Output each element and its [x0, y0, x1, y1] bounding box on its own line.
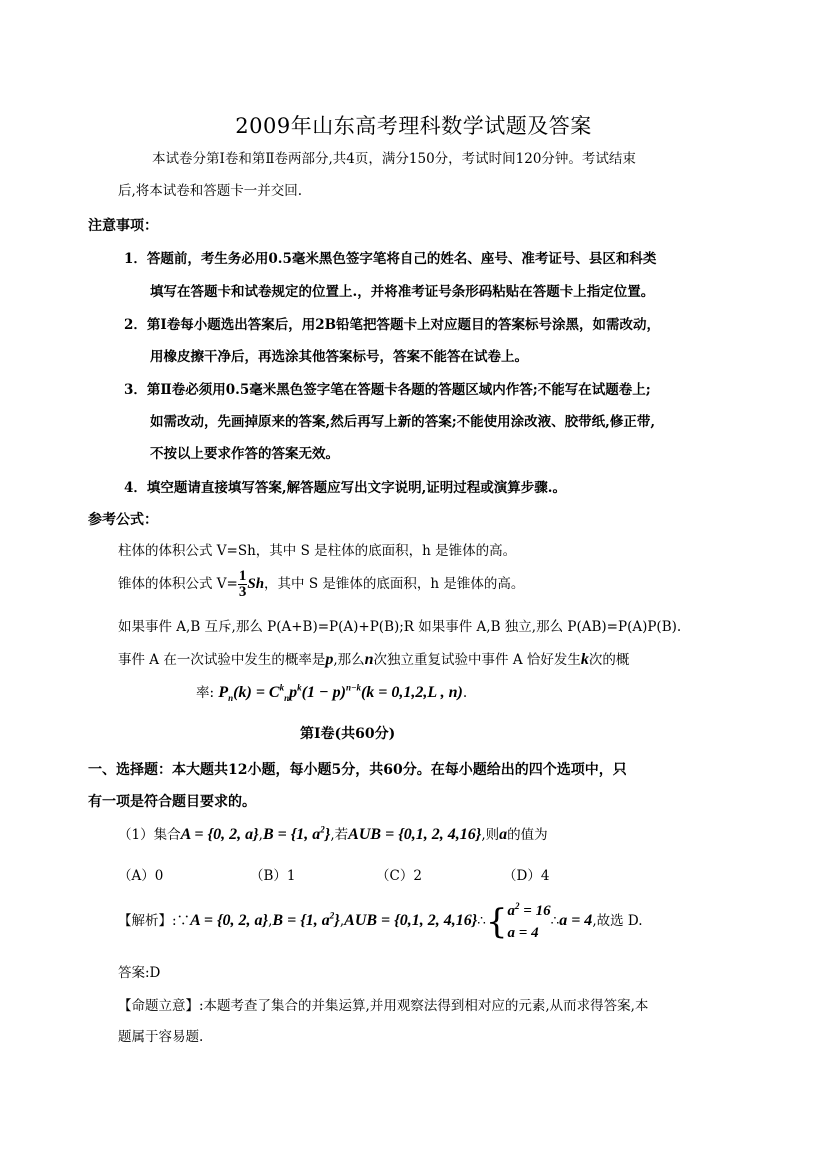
analysis-label: 【解析】 — [118, 913, 172, 929]
analysis-set-b-body: B = {1, a — [272, 912, 330, 929]
analysis-because: :∵ — [172, 913, 191, 929]
notes-heading: 注意事项： — [88, 218, 158, 234]
bern-text-b: ,那么 — [333, 652, 365, 668]
q1-stem — [118, 825, 548, 845]
q1-option-c: （C）2 — [376, 868, 422, 884]
cone-fraction — [238, 569, 248, 600]
q1-option-a: （A）0 — [118, 868, 164, 884]
section-line-2: 有一项是符合题目要求的。 — [88, 794, 256, 810]
q1-set-a: A = {0, 2, a} — [180, 826, 259, 843]
bern-n: n — [364, 651, 374, 668]
rate-sub-n-2: n — [284, 693, 290, 704]
rate-label: 率: — [196, 685, 215, 701]
bern-text-c: 次独立重复试验中事件 A 恰好发生 — [373, 652, 581, 668]
q1-a: a — [499, 826, 508, 843]
formulas-heading: 参考公式： — [88, 512, 158, 528]
q1-set-b-sup: 2 — [320, 824, 325, 835]
cone-suffix: ，其中 S 是锥体的底面积，h 是锥体的高。 — [264, 576, 525, 592]
q1-intent-line-1: 【命题立意】:本题考查了集合的并集运算,并用观察法得到相对应的元素,从而求得答案,本 — [118, 998, 649, 1014]
cone-fraction-num: 1 — [238, 568, 247, 584]
q1-intent-line-2: 题属于容易题. — [118, 1029, 204, 1045]
rate-sup-nk: n−k — [345, 682, 361, 693]
q1-union: AUB = {0,1, 2, 4,16} — [348, 826, 482, 843]
analysis-therefore-2: ∴ — [550, 913, 560, 929]
formula-bernoulli — [118, 650, 629, 670]
q1-option-b: （B）1 — [250, 868, 296, 884]
note-4-line-1: 4．填空题请直接填写答案,解答题应写出文字说明,证明过程或演算步骤.。 — [124, 480, 566, 496]
analysis-union: AUB = {0,1, 2, 4,16} — [344, 912, 478, 929]
sys1-end: = 16 — [519, 902, 551, 919]
system-row-1 — [508, 900, 551, 922]
analysis-comma-1: , — [268, 913, 273, 929]
q1-prefix: （1）集合 — [118, 827, 181, 843]
part1-heading: 第Ⅰ卷(共60分) — [300, 726, 396, 742]
q1-set-b — [263, 826, 330, 843]
rate-ck: (k) = C — [233, 684, 280, 701]
q1-set-b-body: B = {1, a — [262, 826, 321, 843]
analysis-set-a: A = {0, 2, a} — [190, 912, 269, 929]
page-title: 2009年山东高考理科数学试题及答案 — [235, 114, 592, 138]
note-1-line-1: 1．答题前，考生务必用0.5毫米黑色签字笔将自己的姓名、座号、准考证号、县区和科类 — [124, 251, 657, 267]
sys1-sup: 2 — [515, 900, 520, 911]
q1-mid: ,若 — [330, 827, 349, 843]
formula-cone — [118, 567, 524, 601]
cone-fraction-den: 3 — [238, 584, 247, 600]
q1-option-d: （D）4 — [503, 868, 550, 884]
note-2-line-2: 用橡皮擦干净后，再选涂其他答案标号，答案不能答在试卷上。 — [150, 349, 528, 365]
note-2-line-1: 2．第Ⅰ卷每小题选出答案后，用2B铅笔把答题卡上对应题目的答案标号涂黑，如需改动， — [124, 317, 661, 333]
rate-range: (k = 0,1,2,L , n) — [360, 684, 463, 701]
bern-text-d: 次的概 — [588, 652, 630, 668]
note-3-line-1: 3．第Ⅱ卷必须用0.5毫米黑色签字笔在答题卡各题的答题区域内作答;不能写在试题卷上; — [124, 382, 651, 398]
rate-1mp: (1 − p) — [301, 684, 346, 701]
q1-comma: , — [258, 827, 263, 843]
note-3-line-2: 如需改动，先画掉原来的答案,然后再写上新的答案;不能使用涂改液、胶带纸,修正带, — [150, 414, 656, 430]
cone-var: Sh — [247, 576, 265, 592]
rate-sub-n: n — [228, 693, 234, 704]
section-line-1: 一、选择题：本大题共12小题，每小题5分，共60分。在每小题给出的四个选项中，只 — [88, 762, 627, 778]
sys1-var: a — [507, 902, 516, 919]
intro-line-1: 本试卷分第Ⅰ卷和第Ⅱ卷两部分,共4页，满分150分，考试时间120分钟。考试结束 — [152, 151, 636, 167]
note-1-line-2: 填写在答题卡和试卷规定的位置上.，并将准考证号条形码粘贴在答题卡上指定位置。 — [150, 284, 655, 300]
analysis-therefore-1: ∴ — [477, 913, 486, 929]
rate-pk: p — [289, 684, 298, 701]
formula-events: 如果事件 A,B 互斥,那么 P(A+B)=P(A)+P(B);R 如果事件 A,B 独立,那么 P(AB)=P(A)P(B). — [118, 619, 682, 635]
analysis-result: a = 4 — [559, 912, 593, 929]
q1-answer: 答案:D — [118, 965, 161, 981]
note-3-line-3: 不按以上要求作答的答案无效。 — [150, 446, 339, 462]
intro-line-2: 后,将本试卷和答题卡一并交回. — [118, 183, 303, 199]
rate-p: P — [218, 684, 229, 701]
q1-suffix: ,则 — [481, 827, 500, 843]
bern-k: k — [580, 651, 589, 668]
cone-prefix: 锥体的体积公式 V= — [118, 576, 238, 592]
bern-text-a: 事件 A 在一次试验中发生的概率是 — [118, 652, 326, 668]
system-row-2: a = 4 — [507, 924, 539, 941]
analysis-set-b — [272, 912, 339, 929]
q1-analysis — [118, 899, 643, 944]
bern-p: p — [325, 651, 334, 668]
rate-sup-k-1: k — [279, 682, 285, 693]
analysis-set-b-sup: 2 — [329, 910, 335, 921]
formula-rate — [196, 683, 467, 703]
analysis-end: ,故选 D. — [592, 913, 643, 929]
analysis-set-b-end: } — [334, 912, 340, 929]
formula-prism: 柱体的体积公式 V=Sh，其中 S 是柱体的底面积，h 是锥体的高。 — [118, 543, 517, 559]
rate-formula — [218, 682, 463, 704]
q1-end: 的值为 — [507, 827, 548, 843]
left-brace-icon: { — [485, 901, 508, 942]
analysis-comma-2: , — [339, 913, 345, 929]
analysis-system — [508, 900, 551, 944]
rate-sup-k-2: k — [297, 682, 302, 693]
q1-set-b-end: } — [324, 826, 331, 843]
rate-end: . — [462, 685, 468, 701]
